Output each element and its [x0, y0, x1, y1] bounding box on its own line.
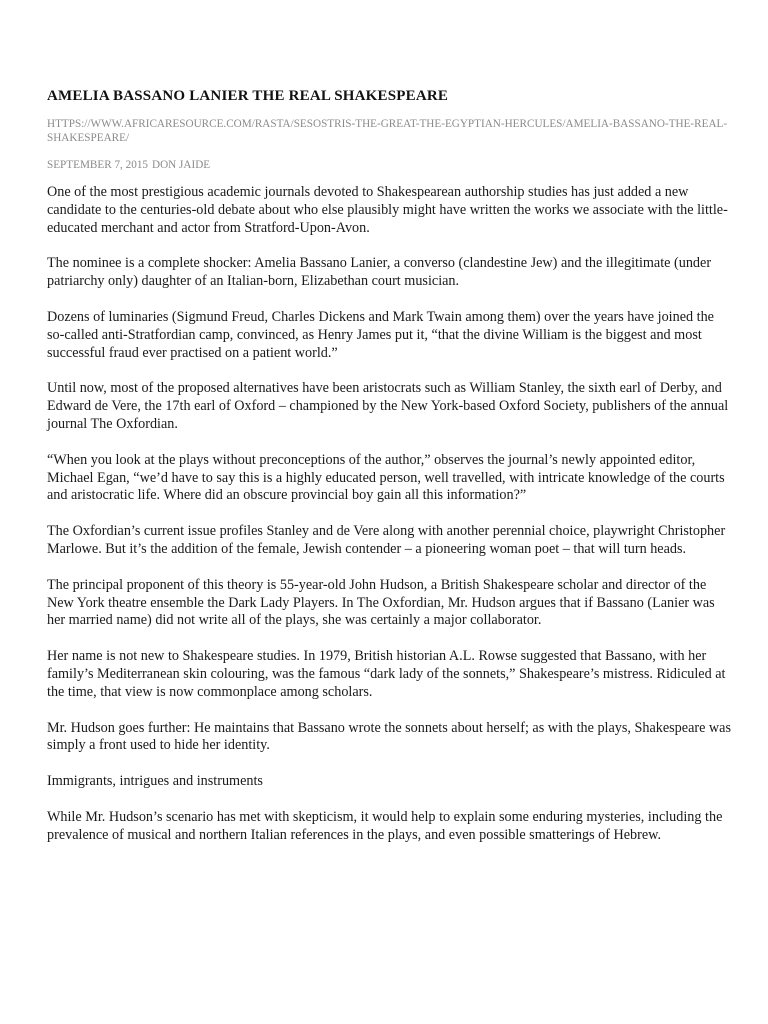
publish-date: SEPTEMBER 7, 2015	[47, 159, 149, 171]
paragraph: “When you look at the plays without preconceptions of the author,” observes the journal’s newly appointed editor, Michael Egan, “we’d have to say this is a highly educated person, well travelled, with intricate knowledge of the courts and aristocratic life. Where did an obscure provincial boy gain all this information?”	[47, 451, 725, 504]
article-body	[47, 184, 732, 845]
paragraph: While Mr. Hudson’s scenario has met with skepticism, it would help to explain some enduring mysteries, including the prevalence of musical and northern Italian references in the plays, and even possible smatterings of Hebrew.	[47, 808, 723, 843]
paragraph: Until now, most of the proposed alternatives have been aristocrats such as William Stanley, the sixth earl of Derby, and Edward de Vere, the 17th earl of Oxford – championed by the New York-based Oxford Society, publishers of the annual journal The Oxfordian.	[47, 380, 729, 432]
article-title: AMELIA BASSANO LANIER THE REAL SHAKESPEARE	[47, 88, 449, 104]
paragraph: The nominee is a complete shocker: Amelia Bassano Lanier, a converso (clandestine Jew) and the illegitimate (under patriarchy only) daughter of an Italian-born, Elizabethan court musician.	[47, 255, 712, 290]
paragraph: One of the most prestigious academic journals devoted to Shakespearean authorship studies has just added a new candidate to the centuries-old debate about who else plausibly might have written the works we associate with the little-educated merchant and actor from Stratford-Upon-Avon.	[47, 184, 728, 236]
paragraph: Mr. Hudson goes further: He maintains that Bassano wrote the sonnets about herself; as with the plays, Shakespeare was simply a front used to hide her identity.	[47, 719, 731, 754]
article-meta	[47, 158, 732, 172]
paragraph: Her name is not new to Shakespeare studies. In 1979, British historian A.L. Rowse suggested that Bassano, with her family’s Mediterranean skin colouring, was the famous “dark lady of the sonnets,” Shakespeare’s mistress. Ridiculed at the time, that view is now commonplace among scholars.	[47, 648, 726, 700]
section-subheading: Immigrants, intrigues and instruments	[47, 773, 263, 790]
source-url-link[interactable]: HTTPS://WWW.AFRICARESOURCE.COM/RASTA/SESOSTRIS-THE-GREAT-THE-EGYPTIAN-HERCULES/AMELIA-BASSANO-THE-REAL-SHAKESPEARE/	[47, 118, 728, 144]
article	[47, 86, 732, 863]
paragraph: The principal proponent of this theory is 55-year-old John Hudson, a British Shakespeare scholar and director of the New York theatre ensemble the Dark Lady Players. In The Oxfordian, Mr. Hudson argues that if Bassano (Lanier was her married name) did not write all of the plays, she was certainly a major collaborator.	[47, 576, 715, 629]
paragraph: Dozens of luminaries (Sigmund Freud, Charles Dickens and Mark Twain among them) over the years have joined the so-called anti-Stratfordian camp, convinced, as Henry James put it, “that the divine William is the biggest and most successful fraud ever practised on a patient world.”	[47, 308, 714, 361]
author-name: DON JAIDE	[152, 159, 211, 171]
paragraph: The Oxfordian’s current issue profiles Stanley and de Vere along with another perennial choice, playwright Christopher Marlowe. But it’s the addition of the female, Jewish contender – a pioneering woman poet – that will turn heads.	[47, 523, 726, 557]
